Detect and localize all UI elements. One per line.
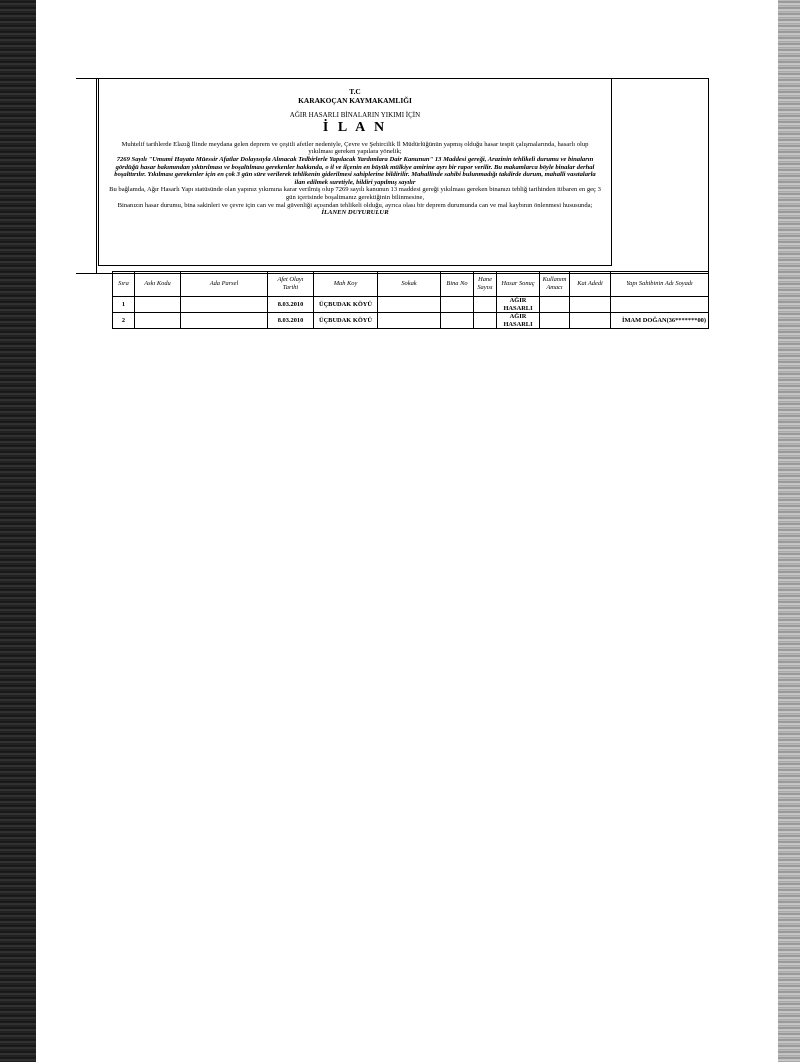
table-row [113, 297, 709, 313]
scan-left-edge [0, 0, 36, 1062]
notice-paragraph-3: Bu bağlamda, Ağır Hasarlı Yapı statüsünde olan yapınız yıkımına karar verilmiş olup 7269 sayılı kanunun 13 maddesi gereği yıkılması gereken binanızı tebliğ tarihinden itibaren en geç 3 gün içerisinde boşaltmanız gerektiğinin bilinmesine, [109, 186, 601, 201]
col-header-aski-kodu: Askı Kodu [135, 272, 181, 297]
notice-paragraph-law: 7269 Sayılı "Umumi Hayata Müessir Afatlar Dolayısıyla Alınacak Tedbirlerle Yapılacak Yardımlara Dair Kanunun" 13 Maddesi gereği, Arazinin tehlikeli durumu ve binaların gördüğü hasar bakımından yıktırılması ve boşaltılması gerekenler hakkında, o il ve ilçenin en büyük mülkiye amirine ayrı bir rapor verilir. Bu makamlarca böyle binalar derhal boşalttırılır. Yıkılması gerekenler için en çok 3 gün süre verilerek tehlikenin giderilmesi sahiplerine bildirilir. Mahallinde sahibi bulunmadığı takdirde durum, mahalli vasıtalarla ilan edilmek suretiyle, bildiri yapılmış sayılır [114, 155, 596, 186]
col-header-afet-tarihi: Afet Olayı Tarihi [268, 272, 314, 297]
frame-left-rule [76, 79, 97, 273]
cell-yapi-sahibi [611, 297, 709, 313]
cell-kat-adedi [570, 313, 611, 329]
issuer-heading [99, 88, 611, 105]
cell-sira: 2 [113, 313, 135, 329]
cell-hasar-sonuc: AĞIR HASARLI [497, 313, 540, 329]
col-header-hane-sayisi: Hane Sayısı [474, 272, 497, 297]
col-header-ada-parsel: Ada Parsel [181, 272, 268, 297]
cell-sokak [378, 297, 441, 313]
issuer-line-1: T.C [349, 87, 361, 96]
cell-hane-sayisi [474, 313, 497, 329]
cell-aski-kodu [135, 313, 181, 329]
cell-aski-kodu [135, 297, 181, 313]
table-row [113, 313, 709, 329]
cell-hane-sayisi [474, 297, 497, 313]
cell-bina-no [441, 297, 474, 313]
cell-afet-tarihi: 8.03.2010 [268, 313, 314, 329]
cell-kat-adedi [570, 297, 611, 313]
col-header-yapi-sahibi: Yapı Sahibinin Adı Soyadı [611, 272, 709, 297]
notice-closing: İLANEN DUYURULUR [321, 209, 389, 217]
buildings-table [112, 271, 709, 329]
cell-sokak [378, 313, 441, 329]
col-header-kat-adedi: Kat Adedi [570, 272, 611, 297]
notice-box [98, 78, 612, 266]
cell-ada-parsel [181, 297, 268, 313]
col-header-hasar-sonuc: Hasar Sonuç [497, 272, 540, 297]
col-header-kullanim-amaci: Kullanım Amacı [540, 272, 570, 297]
cell-bina-no [441, 313, 474, 329]
cell-mah-koy: ÜÇBUDAK KÖYÜ [314, 297, 378, 313]
col-header-sira: Sıra [113, 272, 135, 297]
cell-sira: 1 [113, 297, 135, 313]
cell-kullanim-amaci [540, 313, 570, 329]
table-header-row [113, 272, 709, 297]
issuer-line-2: KARAKOÇAN KAYMAKAMLIĞI [298, 95, 412, 105]
cell-kullanim-amaci [540, 297, 570, 313]
notice-title: İ L A N [322, 119, 388, 135]
cell-yapi-sahibi: İMAM DOĞAN(36*******00) [611, 313, 709, 329]
cell-ada-parsel [181, 313, 268, 329]
cell-mah-koy: ÜÇBUDAK KÖYÜ [314, 313, 378, 329]
col-header-mah-koy: Mah Koy [314, 272, 378, 297]
cell-hasar-sonuc: AĞIR HASARLI [497, 297, 540, 313]
notice-subtitle: AĞIR HASARLI BİNALARIN YIKIMI İÇİN [289, 111, 421, 120]
notice-paragraph-1: Muhtelif tarihlerde Elazığ İlinde meydana gelen deprem ve çeşitli afetler nedeniyle, Çevre ve Şehircilik İl Müdürlüğünün yapmış olduğu hasar tespit çalışmalarında, hasarlı olup yıkılması gereken yapılara yönelik; [121, 140, 589, 156]
cell-afet-tarihi: 8.03.2010 [268, 297, 314, 313]
scan-right-edge [778, 0, 800, 1062]
col-header-bina-no: Bina No [441, 272, 474, 297]
notice-paragraph-4: Binanızın hasar durumu, bina sakinleri ve çevre için can ve mal güvenliği açısından tehlikeli olduğu, ayrıca olası bir deprem durumunda can ve mal kaybının önlenmesi hususunda; [117, 201, 593, 209]
col-header-sokak: Sokak [378, 272, 441, 297]
